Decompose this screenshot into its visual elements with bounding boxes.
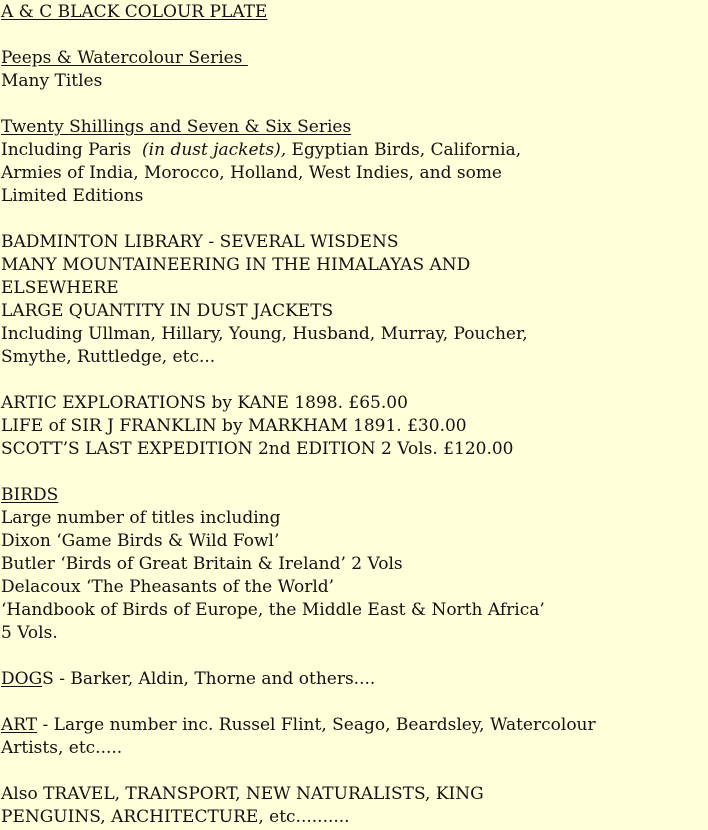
peeps-section [1, 47, 707, 93]
badminton-line-6: Smythe, Ruttledge, etc... [1, 347, 216, 367]
twenty-shillings-line-1 [1, 139, 707, 162]
dogs-section [1, 668, 707, 691]
badminton-line-5: Including Ullman, Hillary, Young, Husband, Murray, Poucher, [1, 324, 528, 344]
badminton-line-2: MANY MOUNTAINEERING IN THE HIMALAYAS AND [1, 255, 471, 275]
twenty-shillings-line-2: Armies of India, Morocco, Holland, West Indies, and some [1, 163, 502, 183]
badminton-line-3: ELSEWHERE [1, 278, 119, 298]
dogs-line [1, 668, 707, 691]
birds-line-3: Butler ‘Birds of Great Britain & Ireland’ 2 Vols [1, 554, 403, 574]
art-heading: ART [1, 715, 38, 735]
birds-line-5: ‘Handbook of Birds of Europe, the Middle East & North Africa’ [1, 600, 545, 620]
twenty-line-1-em: (in dust jackets), [142, 140, 287, 160]
twenty-shillings-section [1, 116, 707, 208]
badminton-line-1: BADMINTON LIBRARY - SEVERAL WISDENS [1, 232, 399, 252]
art-line-1 [1, 714, 707, 737]
exploration-section [1, 392, 707, 461]
art-rest: - Large number inc. Russel Flint, Seago, Beardsley, Watercolour [37, 715, 596, 735]
exploration-line-1: ARTIC EXPLORATIONS by KANE 1898. £65.00 [1, 393, 408, 413]
colour-plate-heading: A & C BLACK COLOUR PLATE [1, 2, 268, 22]
also-line-2: PENGUINS, ARCHITECTURE, etc.......... [1, 807, 350, 827]
badminton-line-4: LARGE QUANTITY IN DUST JACKETS [1, 301, 334, 321]
badminton-section [1, 231, 707, 369]
birds-line-4: Delacoux ‘The Pheasants of the World’ [1, 577, 335, 597]
twenty-shillings-heading: Twenty Shillings and Seven & Six Series [1, 117, 352, 137]
twenty-line-1-b: Egyptian Birds, California, [286, 140, 522, 160]
dogs-rest: S - Barker, Aldin, Thorne and others.... [42, 669, 376, 689]
birds-section [1, 484, 707, 645]
peeps-line: Many Titles [1, 71, 103, 91]
colour-plate-section [1, 1, 707, 24]
also-section [1, 783, 707, 829]
birds-heading: BIRDS [1, 485, 59, 505]
also-line-1: Also TRAVEL, TRANSPORT, NEW NATURALISTS, KING [1, 784, 484, 804]
exploration-line-3: SCOTT’S LAST EXPEDITION 2nd EDITION 2 Vols. £120.00 [1, 439, 514, 459]
birds-line-6: 5 Vols. [1, 623, 58, 643]
dogs-heading: DOG [1, 669, 43, 689]
twenty-shillings-line-3: Limited Editions [1, 186, 144, 206]
art-section [1, 714, 707, 760]
peeps-heading: Peeps & Watercolour Series [1, 48, 248, 68]
exploration-line-2: LIFE of SIR J FRANKLIN by MARKHAM 1891. £30.00 [1, 416, 467, 436]
birds-line-2: Dixon ‘Game Birds & Wild Fowl’ [1, 531, 280, 551]
twenty-line-1-a: Including Paris [1, 140, 143, 160]
birds-line-1: Large number of titles including [1, 508, 281, 528]
art-line-2: Artists, etc..... [1, 738, 123, 758]
